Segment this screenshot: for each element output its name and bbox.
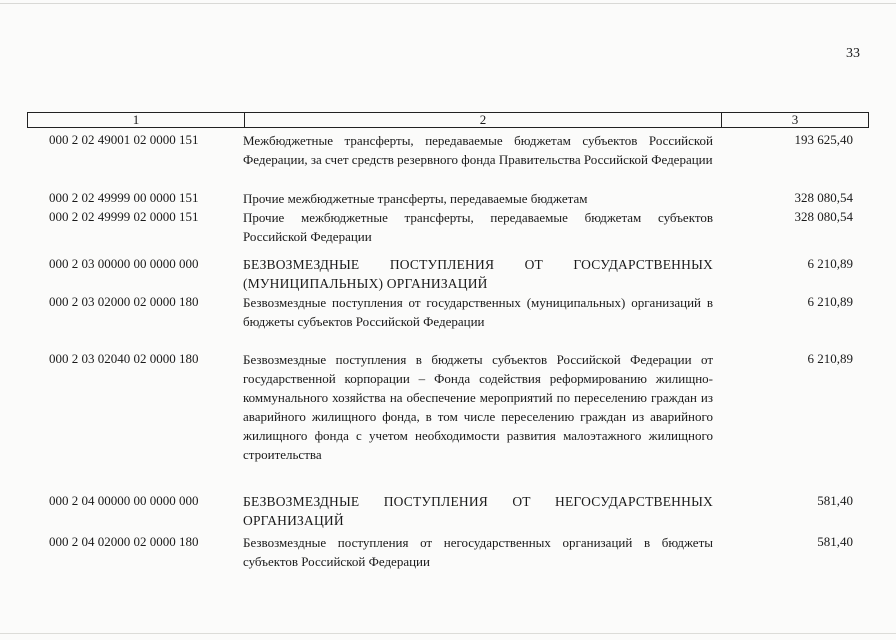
row-description: Безвозмездные поступления от негосударственных организаций в бюджеты субъектов Российской Федерации [243, 535, 713, 569]
row-description: Безвозмездные поступления от государственных (муниципальных) организаций в бюджеты субъектов Российской Федерации [243, 295, 713, 329]
header-col-2: 2 [245, 113, 722, 127]
scan-edge-top [0, 3, 896, 4]
row-code: 000 2 02 49999 02 0000 151 [49, 209, 199, 224]
row-code: 000 2 04 02000 02 0000 180 [49, 534, 199, 549]
row-description: Межбюджетные трансферты, передаваемые бюджетам субъектов Российской Федерации, за счет средств резервного фонда Правительства Российской Федерации [243, 133, 713, 167]
row-description: БЕЗВОЗМЕЗДНЫЕ ПОСТУПЛЕНИЯ ОТ ГОСУДАРСТВЕННЫХ (МУНИЦИПАЛЬНЫХ) ОРГАНИЗАЦИЙ [243, 257, 713, 291]
row-code: 000 2 02 49999 00 0000 151 [49, 190, 199, 205]
scan-edge-bottom [0, 633, 896, 634]
row-description: Прочие межбюджетные трансферты, передаваемые бюджетам субъектов Российской Федерации [243, 210, 713, 244]
row-code: 000 2 03 00000 00 0000 000 [49, 256, 199, 271]
row-code: 000 2 03 02040 02 0000 180 [49, 351, 199, 366]
row-description: БЕЗВОЗМЕЗДНЫЕ ПОСТУПЛЕНИЯ ОТ НЕГОСУДАРСТВЕННЫХ ОРГАНИЗАЦИЙ [243, 494, 713, 528]
table-header [27, 112, 869, 128]
row-description: Прочие межбюджетные трансферты, передаваемые бюджетам [243, 191, 588, 206]
row-amount: 193 625,40 [794, 132, 853, 147]
row-description: Безвозмездные поступления в бюджеты субъектов Российской Федерации от государственной корпорации – Фонда содействия реформированию жилищно-коммунального хозяйства на обеспечение мероприятий по переселению граждан из аварийного жилищного фонда, в том числе переселению граждан из аварийного жилищного фонда с учетом необходимости развития малоэтажного жилищного строительства [243, 352, 713, 462]
page-number: 33 [846, 46, 860, 61]
row-code: 000 2 03 02000 02 0000 180 [49, 294, 199, 309]
row-amount: 6 210,89 [807, 351, 853, 366]
header-col-1: 1 [28, 113, 245, 127]
row-amount: 6 210,89 [807, 294, 853, 309]
row-code: 000 2 04 00000 00 0000 000 [49, 493, 199, 508]
row-amount: 581,40 [817, 493, 853, 508]
row-amount: 328 080,54 [794, 190, 853, 205]
row-code: 000 2 02 49001 02 0000 151 [49, 132, 199, 147]
header-col-3: 3 [791, 112, 799, 127]
row-amount: 328 080,54 [794, 209, 853, 224]
row-amount: 6 210,89 [807, 256, 853, 271]
row-amount: 581,40 [817, 534, 853, 549]
